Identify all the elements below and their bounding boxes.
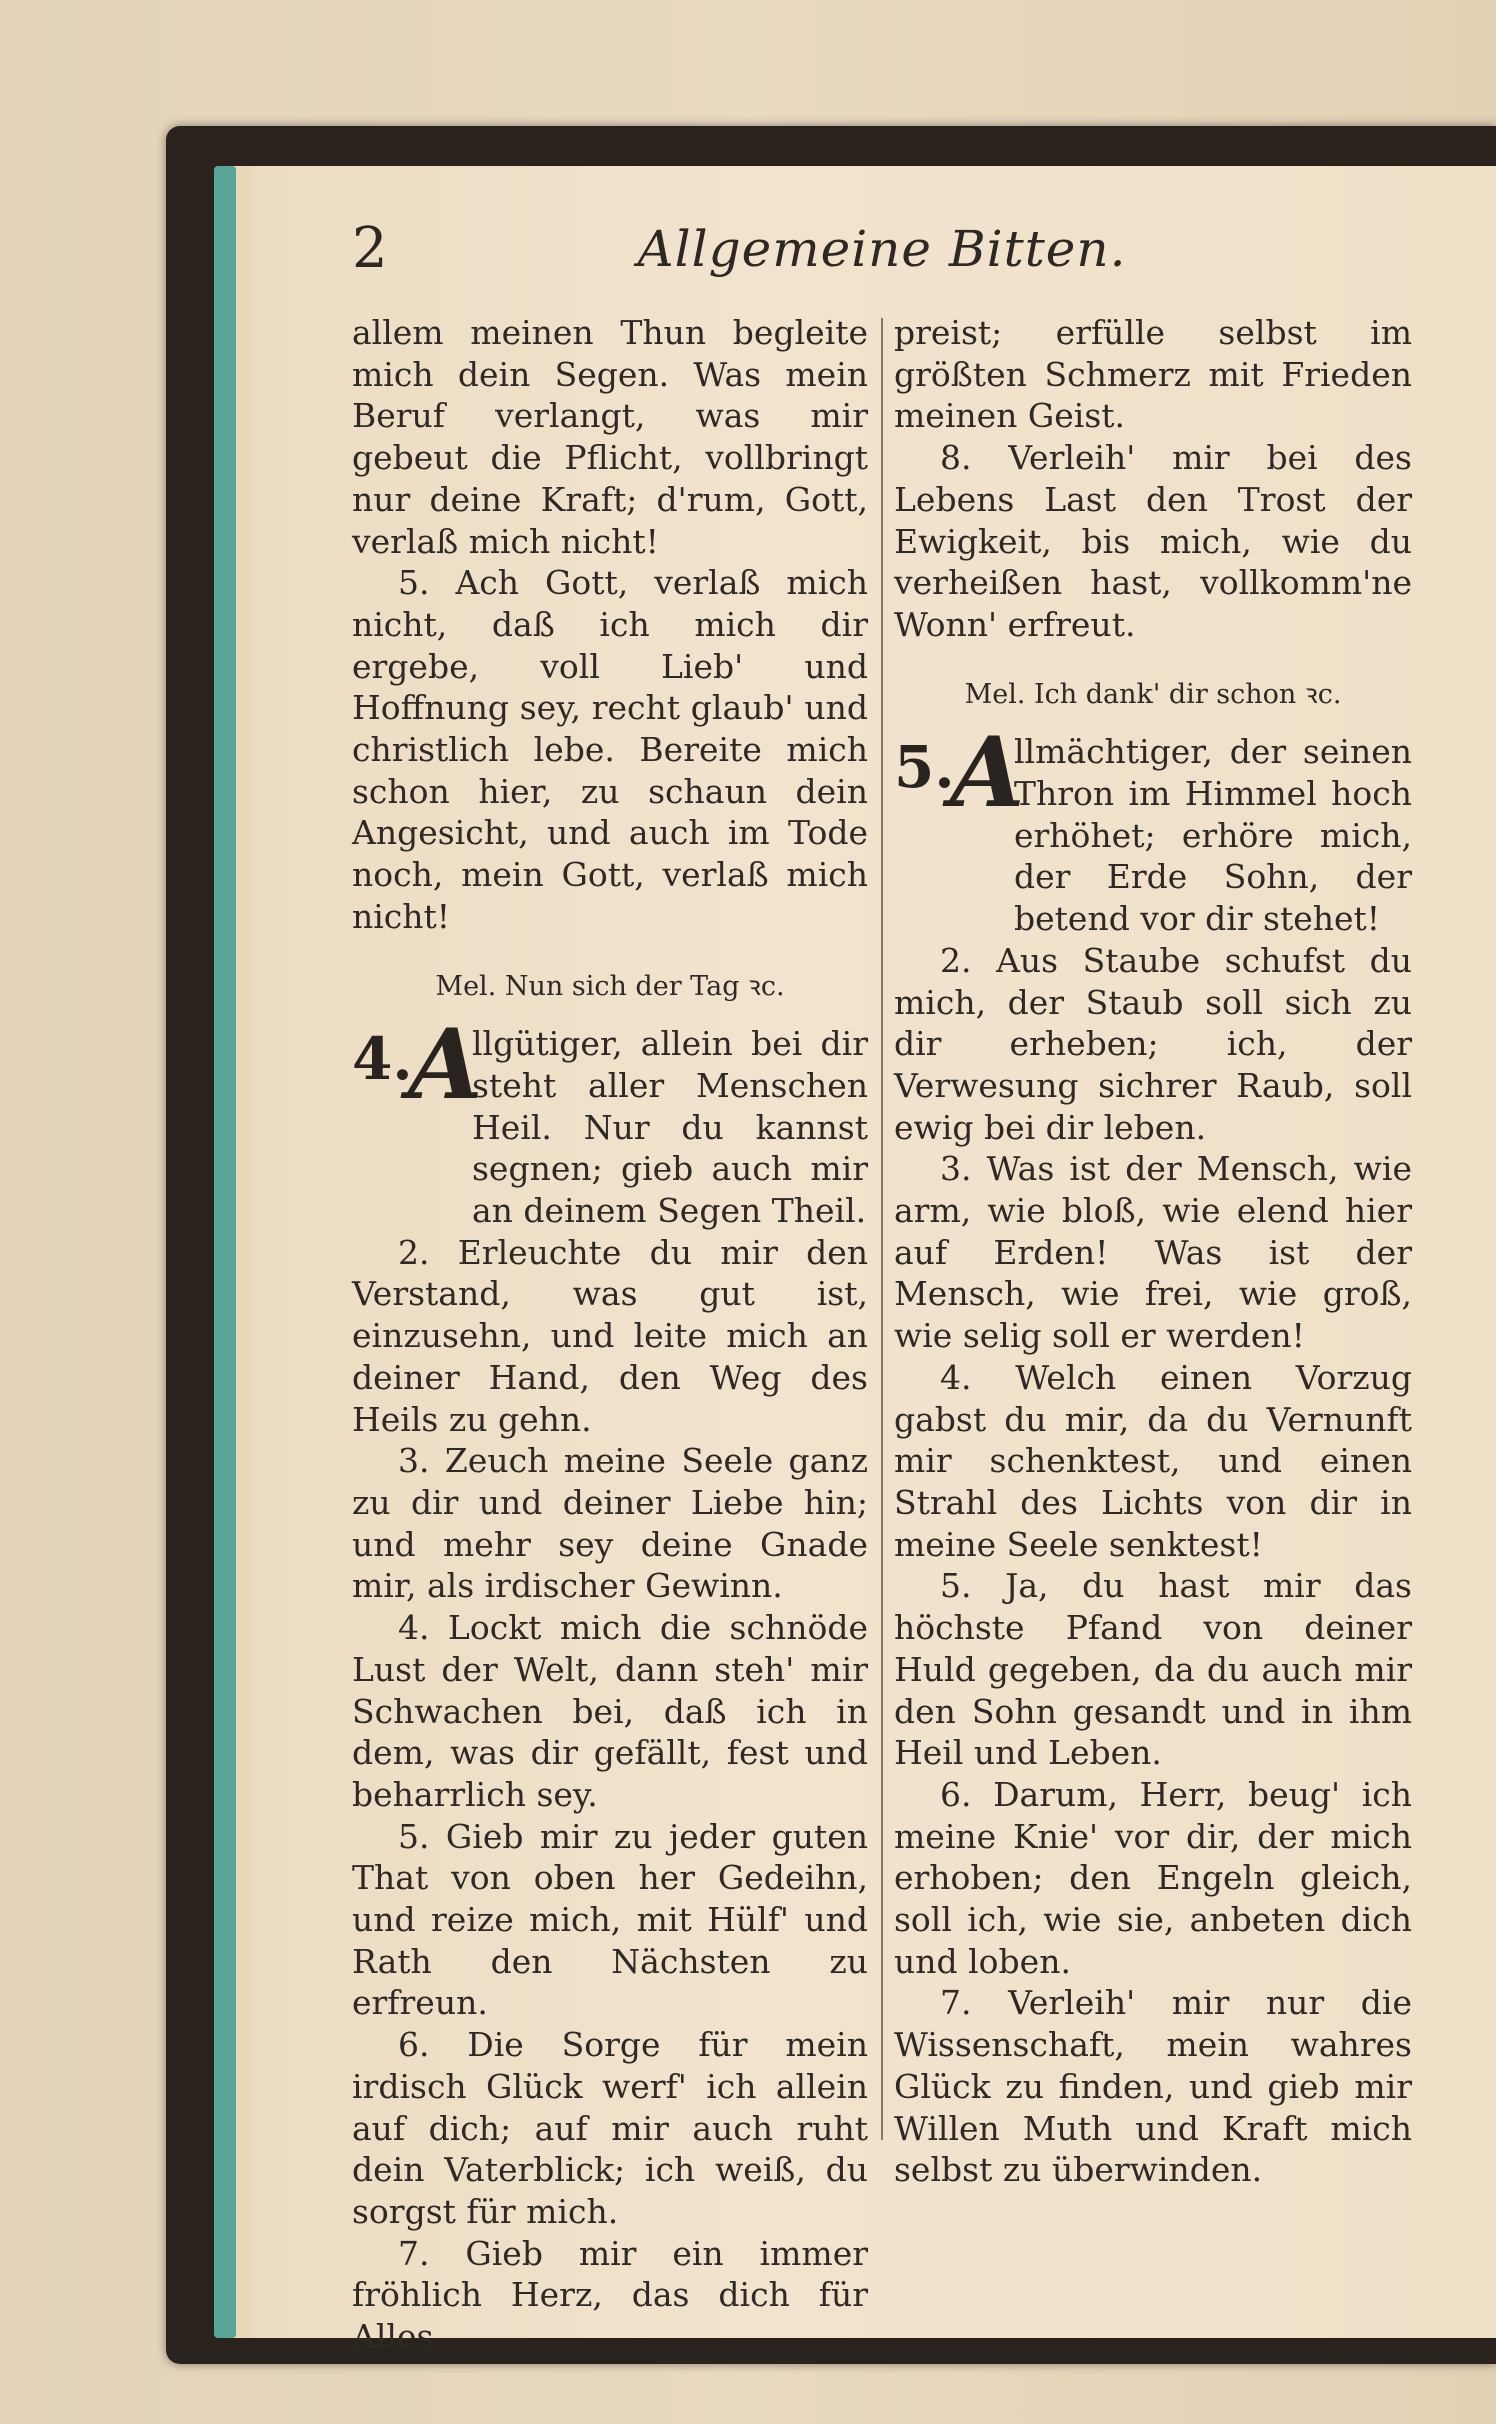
hymn-opening-text: llmächtiger, der seinen Thron im Himmel hoch erhöhet; erhöre mich, der Erde Sohn, der betend vor dir stehet!: [1014, 732, 1412, 939]
verse: 5. Gieb mir zu jeder guten That von oben her Gedeihn, und reize mich, mit Hülf' und Rath den Nächsten zu erfreun.: [352, 1816, 868, 2023]
hymn-opening: [352, 1008, 868, 1232]
hymn-number: 5.: [894, 733, 955, 802]
drop-cap: A: [408, 1008, 483, 1122]
verse: 5. Ach Gott, verlaß mich nicht, daß ich mich dir ergebe, voll Lieb' und Hoffnung sey, recht glaub' und christlich lebe. Bereite mich schon hier, zu schaun dein Angesicht, und auch im Tode noch, mein Gott, verlaß mich nicht!: [352, 563, 868, 936]
verse: 5. Ja, du hast mir das höchste Pfand von deiner Huld gegeben, da du auch mir den Sohn gesandt und in ihm Heil und Leben.: [894, 1566, 1412, 1773]
hymn-opening-text: llgütiger, allein bei dir steht aller Menschen Heil. Nur du kannst segnen; gieb auch mir an deinem Segen Theil.: [472, 1024, 868, 1231]
column-divider: [881, 318, 883, 2140]
melody-line: Mel. Nun sich der Tag ꝛc.: [435, 970, 785, 1002]
running-title: Allgemeine Bitten.: [637, 220, 1127, 278]
hymn-opening: [894, 716, 1412, 940]
continuation-text: preist; erfülle selbst im größten Schmerz mit Frieden meinen Geist.: [894, 313, 1412, 436]
verse: 3. Was ist der Mensch, wie arm, wie bloß, wie elend hier auf Erden! Was ist der Mensch, wie frei, wie groß, wie selig soll er werden!: [894, 1149, 1412, 1356]
verse: 6. Darum, Herr, beug' ich meine Knie' vor dir, der mich erhoben; den Engeln gleich, soll ich, wie sie, anbeten dich und loben.: [894, 1774, 1412, 1981]
verse: 7. Gieb mir ein immer fröhlich Herz, das dich für Alles: [352, 2233, 868, 2357]
hymn-number: 4.: [352, 1025, 413, 1094]
left-column: [352, 312, 868, 2358]
verse: 8. Verleih' mir bei des Lebens Last den Trost der Ewigkeit, bis mich, wie du verheißen hast, vollkomm'ne Wonn' erfreut.: [894, 438, 1412, 644]
verse: 4. Welch einen Vorzug gabst du mir, da du Vernunft mir schenktest, und einen Strahl des Lichts von dir in meine Seele senktest!: [894, 1357, 1412, 1564]
verse: 2. Erleuchte du mir den Verstand, was gut ist, einzusehn, und leite mich an deiner Hand, den Weg des Heils zu gehn.: [352, 1232, 868, 1439]
drop-cap: A: [950, 716, 1025, 830]
verse: 4. Lockt mich die schnöde Lust der Welt, dann steh' mir Schwachen bei, daß ich in dem, was dir gefällt, fest und beharrlich sey.: [352, 1608, 868, 1814]
continuation-text: allem meinen Thun begleite mich dein Segen. Was mein Beruf verlangt, was mir gebeut die Pflicht, vollbringt nur deine Kraft; d'rum, Gott, verlaß mich nicht!: [352, 313, 868, 561]
page-edge: [214, 166, 236, 2338]
verse: 6. Die Sorge für mein irdisch Glück werf' ich allein auf dich; auf mir auch ruht dein Vaterblick; ich weiß, du sorgst für mich.: [352, 2025, 868, 2231]
melody-line: Mel. Ich dank' dir schon ꝛc.: [964, 678, 1342, 710]
page-header: [352, 216, 1412, 286]
right-column: [894, 312, 1412, 2191]
verse: 2. Aus Staube schufst du mich, der Staub soll sich zu dir erheben; ich, der Verwesung sichrer Raub, soll ewig bei dir leben.: [894, 940, 1412, 1147]
page-number: 2: [352, 216, 388, 281]
verse: 3. Zeuch meine Seele ganz zu dir und deiner Liebe hin; und mehr sey deine Gnade mir, als irdischer Gewinn.: [352, 1441, 868, 1606]
verse: 7. Verleih' mir nur die Wissenschaft, mein wahres Glück zu finden, und gieb mir Willen Muth und Kraft mich selbst zu überwinden.: [894, 1983, 1412, 2190]
